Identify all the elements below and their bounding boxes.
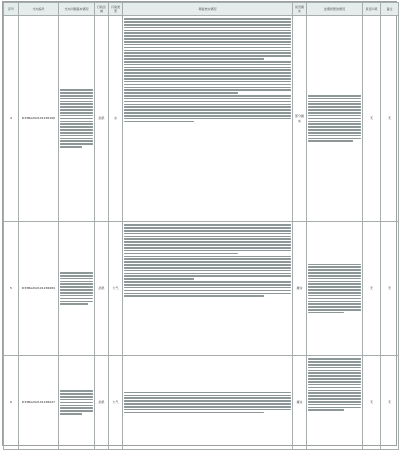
row-type: 大气 bbox=[109, 356, 123, 450]
header-remark: 备注 bbox=[381, 3, 399, 16]
header-code: 交办编号 bbox=[19, 3, 59, 16]
row-region: 泗县 bbox=[95, 356, 109, 450]
table-header-row bbox=[4, 3, 399, 16]
header-findings: 调查核实情况 bbox=[123, 3, 293, 16]
header-no: 序号 bbox=[4, 3, 19, 16]
row-content bbox=[59, 356, 95, 450]
row-content bbox=[59, 16, 95, 222]
table-row bbox=[4, 16, 399, 222]
header-accountability: 是否问责 bbox=[363, 3, 381, 16]
header-status: 是否属实 bbox=[293, 3, 307, 16]
header-content: 交办问题基本情况 bbox=[59, 3, 95, 16]
row-remark: 无 bbox=[381, 222, 399, 356]
row-no: 5 bbox=[4, 222, 19, 356]
complaint-table bbox=[3, 2, 399, 450]
table-row bbox=[4, 222, 399, 356]
header-region: 行政区域 bbox=[95, 3, 109, 16]
row-content bbox=[59, 222, 95, 356]
row-accountability: 无 bbox=[363, 222, 381, 356]
row-remark: 无 bbox=[381, 356, 399, 450]
row-code: D33BA202101236106 bbox=[19, 16, 59, 222]
row-findings bbox=[123, 222, 293, 356]
row-status: 部分属实 bbox=[293, 16, 307, 222]
row-no: 4 bbox=[4, 16, 19, 222]
row-accountability: 无 bbox=[363, 16, 381, 222]
table-row bbox=[4, 356, 399, 450]
row-result bbox=[307, 16, 363, 222]
header-result: 处理和整改情况 bbox=[307, 3, 363, 16]
row-accountability: 无 bbox=[363, 356, 381, 450]
header-type: 污染类型 bbox=[109, 3, 123, 16]
row-type: 大气 bbox=[109, 222, 123, 356]
row-status: 属实 bbox=[293, 222, 307, 356]
row-region: 泗县 bbox=[95, 222, 109, 356]
row-type: 水 bbox=[109, 16, 123, 222]
row-remark: 无 bbox=[381, 16, 399, 222]
row-region: 泗县 bbox=[95, 16, 109, 222]
row-code: D33BA202101236027 bbox=[19, 356, 59, 450]
report-table-frame bbox=[2, 1, 397, 446]
row-findings bbox=[123, 16, 293, 222]
row-result bbox=[307, 356, 363, 450]
row-result bbox=[307, 222, 363, 356]
row-status: 属实 bbox=[293, 356, 307, 450]
row-no: 6 bbox=[4, 356, 19, 450]
row-findings bbox=[123, 356, 293, 450]
row-code: D33BA202101236084 bbox=[19, 222, 59, 356]
